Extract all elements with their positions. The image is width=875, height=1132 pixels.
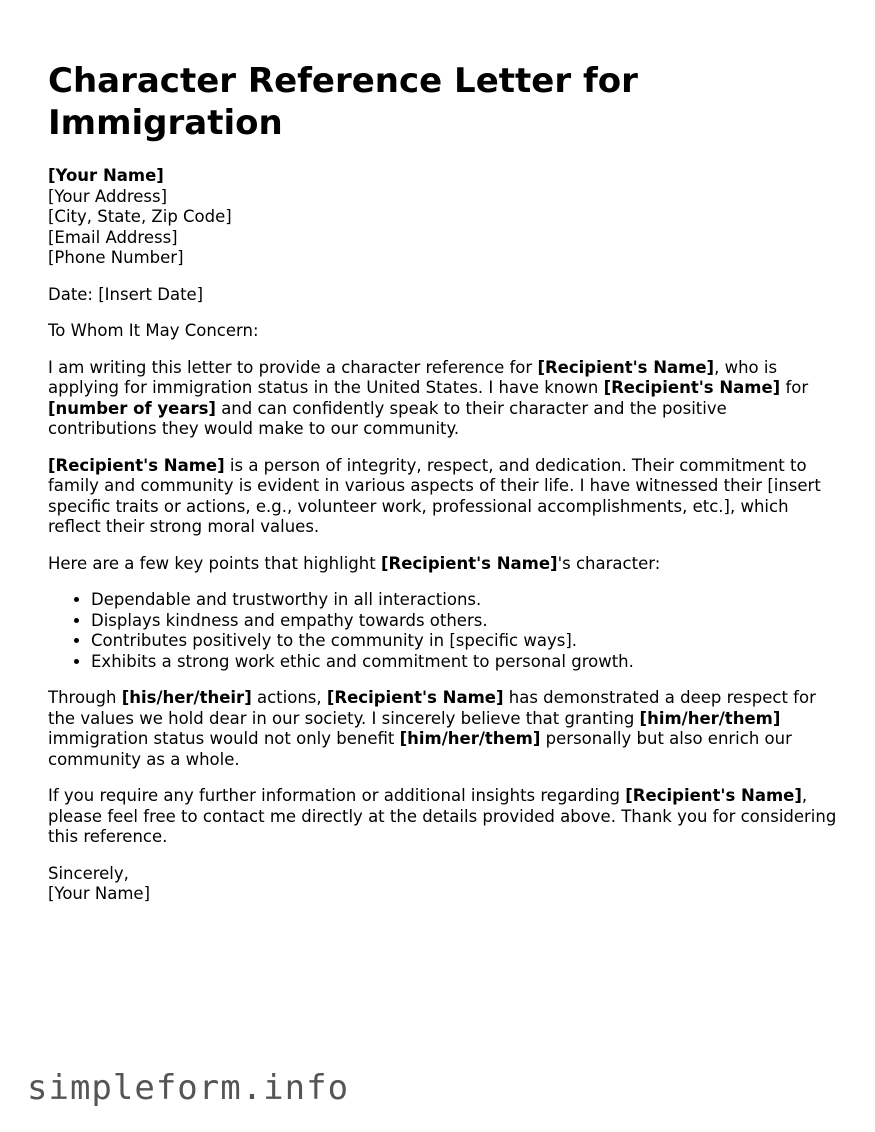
p4-text-4: immigration status would not only benefit: [48, 729, 400, 748]
p4-bold-2: [Recipient's Name]: [326, 688, 504, 707]
p1-text-4: and can confidently speak to their character and the positive contributions they would make to our community.: [48, 398, 727, 438]
p3-text-2: 's character:: [557, 553, 661, 573]
sender-phone: [Phone Number]: [48, 248, 184, 267]
p1-bold-2: [Recipient's Name]: [603, 378, 781, 397]
p1-bold-1: [Recipient's Name]: [537, 357, 715, 377]
letter-body: [48, 166, 838, 921]
paragraph-character: [48, 456, 838, 538]
p3-bold-1: [Recipient's Name]: [380, 553, 558, 573]
sender-address: [Your Address]: [48, 186, 168, 206]
paragraph-contact: [48, 786, 838, 848]
p4-text-5: personally but also enrich our community as a whole.: [48, 729, 792, 769]
list-item: • Displays kindness and empathy towards others.: [91, 611, 838, 632]
p4-bold-3: [him/her/them]: [639, 708, 781, 728]
p1-text-3: for: [780, 378, 809, 397]
sender-address-block: [48, 166, 838, 269]
p1-bold-3: [number of years]: [48, 398, 216, 418]
list-item: • Contributes positively to the community in [specific ways].: [91, 631, 838, 652]
sender-name-text: [Your Name]: [48, 166, 164, 185]
p4-text-1: Through: [48, 688, 122, 707]
list-item: • Dependable and trustworthy in all interactions.: [91, 590, 838, 611]
closing: Sincerely,: [48, 863, 129, 883]
p3-text-1: Here are a few key points that highlight: [48, 553, 381, 573]
paragraph-intro: [48, 358, 838, 440]
p1-text-1: I am writing this letter to provide a character reference for: [48, 357, 538, 377]
key-points-list: [48, 590, 838, 672]
p4-bold-1: [his/her/their]: [121, 688, 252, 707]
p5-text-1: If you require any further information or additional insights regarding: [48, 786, 626, 805]
p4-text-3: has demonstrated a deep respect for the values we hold dear in our society. I sincerely believe that granting: [48, 688, 816, 728]
sender-city-state-zip: [City, State, Zip Code]: [48, 207, 232, 226]
paragraph-key-points-intro: [48, 554, 838, 575]
p4-bold-4: [him/her/them]: [399, 729, 541, 748]
p2-text-1: is a person of integrity, respect, and dedication. Their commitment to family and community is evident in various aspects of their life. I have witnessed their [insert specific traits or actions, e.g., volunteer work, professional accomplishments, etc.], which reflect their strong moral values.: [48, 455, 821, 536]
watermark: simpleform.info: [27, 1068, 350, 1108]
salutation: To Whom It May Concern:: [48, 321, 259, 340]
sender-name: [48, 166, 838, 187]
p1-text-2: , who is applying for immigration status in the United States. I have known: [48, 357, 778, 397]
p4-text-2: actions,: [251, 688, 327, 707]
list-item: • Exhibits a strong work ethic and commitment to personal growth.: [91, 652, 838, 673]
page-title: Character Reference Letter for Immigration: [48, 61, 638, 143]
p5-text-2: , please feel free to contact me directly at the details provided above. Thank you for considering this reference.: [48, 786, 837, 846]
p5-bold-1: [Recipient's Name]: [625, 786, 802, 805]
signature: [Your Name]: [48, 884, 151, 903]
closing-block: [48, 864, 838, 905]
paragraph-actions: [48, 688, 838, 770]
date-line: Date: [Insert Date]: [48, 284, 204, 304]
sender-email: [Email Address]: [48, 227, 178, 247]
p2-bold-1: [Recipient's Name]: [48, 455, 225, 475]
